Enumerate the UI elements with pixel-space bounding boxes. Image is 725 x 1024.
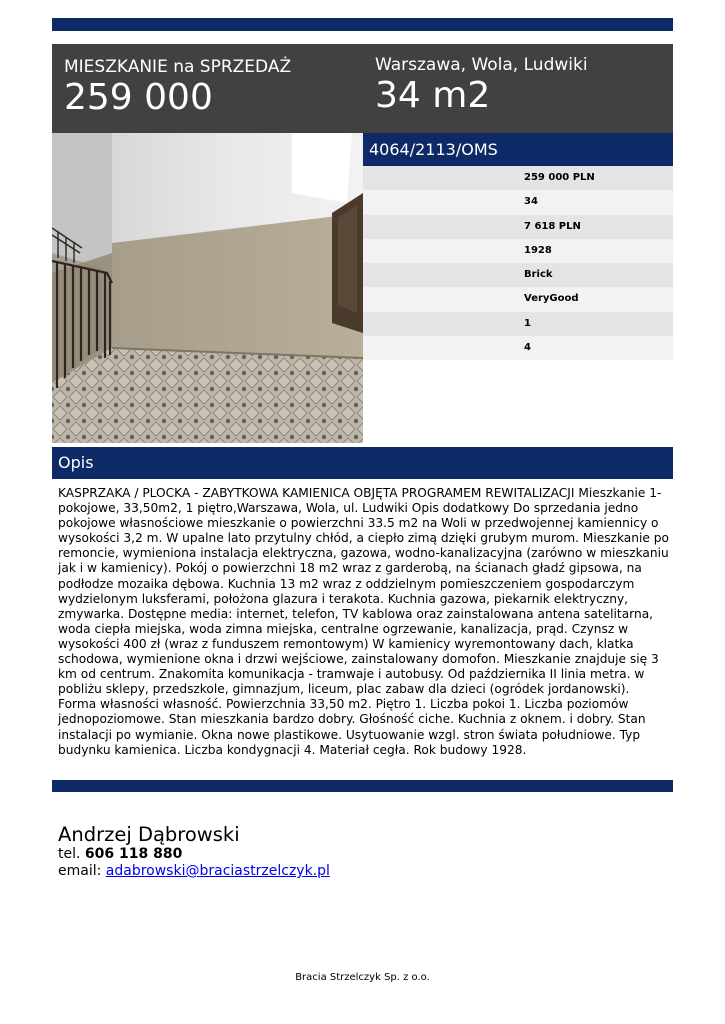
param-value: 7 618 PLN [524,220,581,232]
param-value: 1928 [524,244,552,256]
top-accent-bar [52,18,673,31]
area: 34 m2 [375,75,491,116]
company-footer: Bracia Strzelczyk Sp. z o.o. [295,972,430,983]
agent-phone[interactable]: 606 118 880 [84,846,183,862]
parameter-table [363,166,673,360]
param-row [363,312,673,336]
param-row [363,287,673,311]
bottom-accent-bar [52,780,673,792]
property-photo [52,133,363,443]
param-row [363,190,673,214]
phone-label: tel. [58,846,85,862]
param-row [363,263,673,287]
listing-header [52,44,673,133]
param-row [363,239,673,263]
agent-phone-line [58,846,330,863]
param-value: 1 [524,317,531,329]
param-row [363,166,673,190]
location: Warszawa, Wola, Ludwiki [375,55,588,75]
description-heading: Opis [52,447,673,479]
agent-name: Andrzej Dąbrowski [58,823,240,846]
offer-type: MIESZKANIE na SPRZEDAŻ [64,57,292,77]
param-value: 34 [524,196,538,208]
param-row [363,336,673,360]
agent-contact [58,823,330,880]
agent-email-link[interactable]: adabrowski@braciastrzelczyk.pl [105,863,330,879]
reference-number: 4064/2113/OMS [363,133,673,166]
description-text: KASPRZAKA / PLOCKA - ZABYTKOWA KAMIENICA OBJĘTA PROGRAMEM REWITALIZACJI Mieszkanie 1-pokojowe, 33,50m2, 1 piętro,Warszawa, Wola, ul. Ludwiki Opis dodatkowy Do sprzedania jedno pokojowe własnościowe mieszkanie o powierzchni 33.5 m2 na Woli w przedwojennej kamiennicy o wysokości 3,2 m. W upalne lato przytulny chłód, a ciepło zimą dzięki grubym murom. Mieszkanie po remoncie, wymieniona instalacja elektryczna, gazowa, wodno-kanalizacyjna (zarówno w mieszkaniu jak i w kamienicy). Pokój o powierzchni 18 m2 wraz z garderobą, na ścianach gładź gipsowa, na podłodze mozaika dębowa. Kuchnia 13 m2 wraz z oddzielnym pomieszczeniem gospodarczym wydzielonym luksferami, położona glazura i terakota. Kuchnia gazowa, piekarnik elektryczny, zmywarka. Dostępne media: internet, telefon, TV kablowa oraz zainstalowana antena satelitarna, woda ciepła miejska, woda zimna miejska, centralne ogrzewanie, kanalizacja, prąd. Czynsz w wysokości 400 zł (wraz z funduszem remontowym) W kamienicy wyremontowany dach, klatka schodowa, wymienione okna i drzwi wejściowe, zainstalowany domofon. Mieszkanie znajduje się 3 km od centrum. Znakomita komunikacja - tramwaje i autobusy. Od października II linia metra. w pobliżu sklepy, przedszkole, gimnazjum, liceum, plac zabaw dla dzieci (ogródek jordanowski). Forma własności własność. Powierzchnia 33,50 m2. Piętro 1. Liczba pokoi 1. Liczba poziomów jednopoziomowe. Stan mieszkania bardzo dobry. Głośność ciche. Kuchnia z oknem. i dobry. Stan instalacji po wymianie. Okna nowe plastikowe. Usytuowanie wzgl. stron świata południowe. Typ budynku kamienica. Liczba kondygnacji 4. Materiał cegła. Rok budowy 1928. [58,486,669,757]
header-right [375,55,588,116]
agent-email-line [58,863,330,880]
param-value: 4 [524,342,531,354]
param-value: 259 000 PLN [524,172,595,183]
header-left [64,57,291,118]
email-label: email: [58,863,106,879]
param-row [363,215,673,239]
param-value: Brick [524,269,553,281]
price: 259 000 [64,77,213,118]
param-value: VeryGood [524,293,579,305]
